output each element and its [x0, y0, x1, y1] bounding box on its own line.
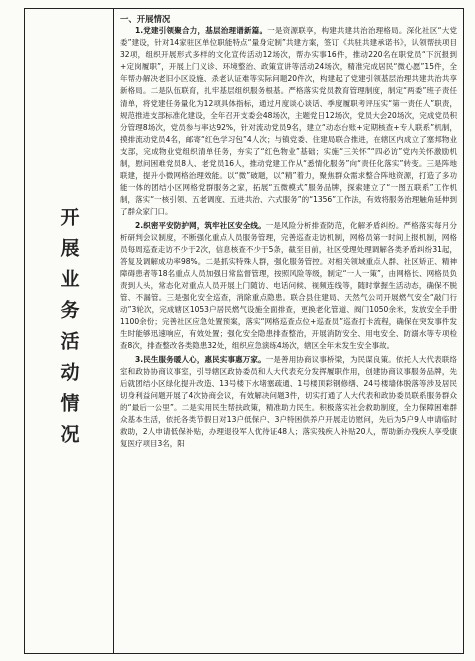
form-sheet — [24, 8, 464, 654]
paragraph-party-building — [120, 25, 457, 219]
section-title: 一、开展情况 — [120, 14, 171, 24]
label-column — [25, 9, 114, 653]
paragraph-safety — [120, 220, 457, 353]
paragraph-lead: 1.党建引领聚合力，基层治理谱新篇。 — [135, 26, 268, 35]
paragraph-lead: 3.民生服务暖人心，惠民实事惠万家。 — [135, 354, 266, 364]
content-column — [114, 9, 463, 653]
paragraph-lead: 2.织密平安防护网，筑牢社区安全线。 — [135, 220, 266, 230]
paragraph-body: 一是风险分析排查防范，化解矛盾纠纷。严格落实每月分析研判会议制度，不断强化重点人员服务管理，完善巡查走访机制，网格员第一时间上报机制，网格员每周巡查走访不少于2次，信息核查不少于5条，截至目前，社区受理处理调解各类矛盾纠纷31起，答复及调解成功率98%。二是抓实特殊人群，强化服务管控。对相关领域重点人群、社区矫正、精神障碍患者等18名重点人员加强日常监督管理，按照风险等级，制定“一人一策”，由网格长、网格员负责到人头，常态化对重点人员开展上门随访、电话问候、视频连线等，随时掌握生活动态，确保不脱管、不漏管。三是强化安全巡查，消除重点隐患。联合县住建局、天然气公司开展燃气安全“敲门行动”3轮次，完成辖区1053户居民燃气设施全面排查，更换老化管道、阀门1050余米，发放安全手册1100余份；完善社区应急处置预案，落实“网格巡查点位+巡查员”巡查打卡流程，确保在突发事件发生时能够迅速响应，有效处置；强化安全隐患排查整治，开展消防安全、用电安全、防溺水等专项检查8次，排查整改各类隐患32处，组织应急演练4场次，辖区全年未发生安全事故。 — [120, 220, 457, 351]
activity-label: 开展业务活动情况 — [57, 207, 80, 455]
paragraph-livelihood — [120, 354, 457, 451]
paragraph-body: 一是资源联享，构建共建共治治理格局。深化社区“大党委”建设，针对14家驻区单位职能特点“量身定制”共建方案，签订《共驻共建承诺书》，认领帮扶项目32项，组织开展形式多样的文化宣传活动12场次，帮办实事16件，推动220名在职党员“下沉报到+定岗履职”，开展上门义诊、环境整治、政策宣讲等活动24场次，精准完成居民“微心愿”15件，全年帮办解决老旧小区设施、杀老认证难等实际问题20件次，构建起了党建引领基层治理共建共治共享新格局。二是队伍联育，扎牢基层组织服务根基。严格落实党员教育管理制度，制定“两委”班子责任清单，将党建任务量化为12项具体指标，通过月度谈心谈话、季度履职考评压实“第一责任人”职责，规范推进支部标准化建设，全年召开支委会48场次，主题党日12场次，党员大会20场次，完成党员积分管理8场次，党员参与率达92%，针对流动党员9名，建立“动态台账+定期核查+专人联系”机制，摸排流动党员4名，邮寄“红色学习包”4人次；与镇党委、住建局联合推进，在辖区内成立了塞邦物业支部，完成物业党组织清单任务，夯实了“红色物业”基础；实施“三关怀”“四必访”党内关怀激励机制，慰问困难党员8人、老党员16人，推动党建工作从“悉情化服务”向“责任化落实”转变。三是阵地联建，提升小微网格治理效能。以“微”破题，以“精”着力，聚焦群众需求整合阵地资源，打造了多功能一体的团结小区网格党群服务之家，拓展“五微模式”服务品牌，探索建立了“一图五联系”工作机制，落实“一核引领、五老调度、五进共治、六式服务”的“1356”工作法，有效将服务治理触角延伸到了群众家门口。 — [120, 26, 457, 217]
paragraph-body: 一是善用协商议事桥梁，为民谋良策。依托人大代表联络室和政协协商议事室，引导辖区政协委员和人大代表充分发挥履职作用，创建协商议事服务品牌，先后就团结小区绿化提升改造、13号楼下水堵塞疏通、1号楼顶彩钢修缮、24号楼墙体脱落等涉及居民切身利益问题开展了4次协商会议，有效解决问题3件，切实打通了人大代表和政协委员联系服务群众的“最后一公里”。二是实用民生帮扶政策，精准助力民生。积极落实社会救助制度，全力保障困难群众基本生活，依托各类节假日对13户低保户、3户特困供养户开展走访慰问，先后为5户9人申请临时救助，2人申请低保补贴，办理退役军人优待证48人；落实残疾人补贴20人，帮助新办残疾人享受康复医疗项目3名，阳 — [120, 354, 457, 449]
